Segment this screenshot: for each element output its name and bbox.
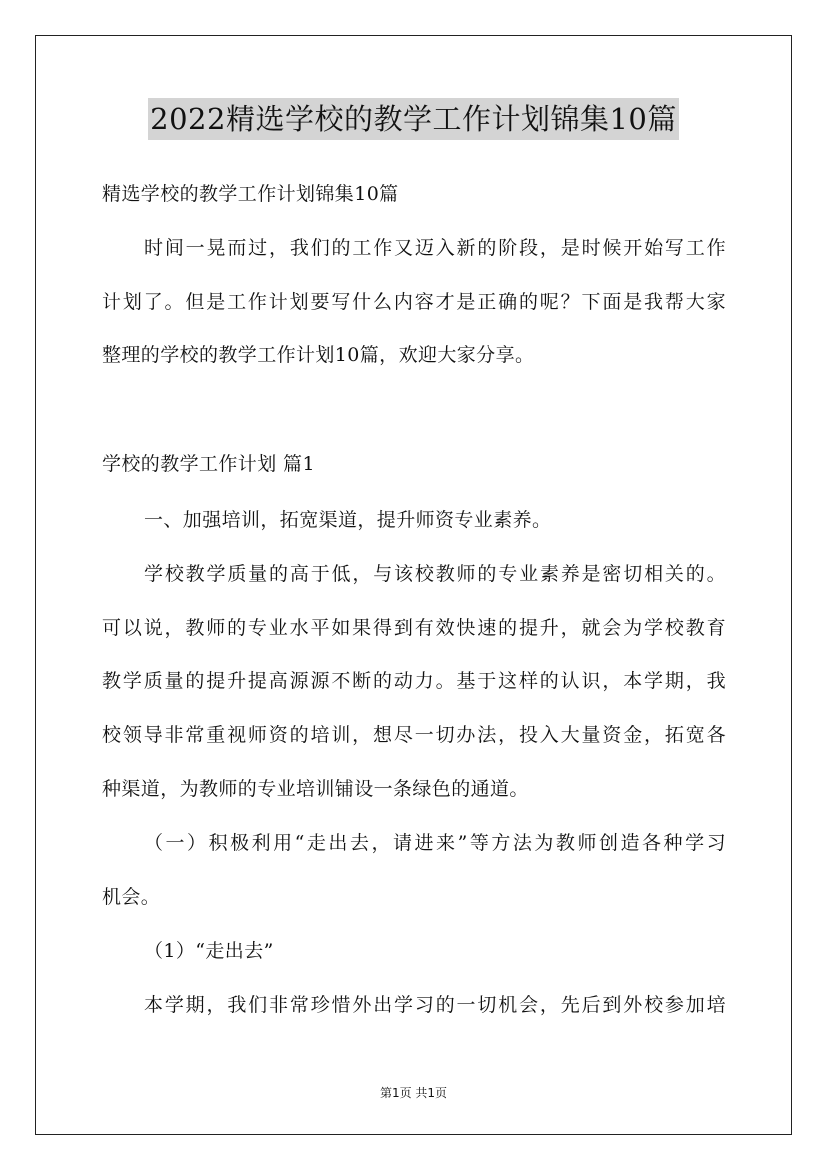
paragraph-line-2: 可以说，教师的专业水平如果得到有效快速的提升，就会为学校教育 — [102, 617, 726, 639]
point-heading: 一、加强培训，拓宽渠道，提升师资专业素养。 — [144, 509, 552, 531]
item-heading: （1）“走出去” — [144, 940, 274, 962]
sub-point-line-1: （一）积极利用“走出去，请进来”等方法为教师创造各种学习 — [144, 832, 726, 854]
paragraph-line-5: 种渠道，为教师的专业培训铺设一条绿色的通道。 — [102, 778, 529, 800]
last-line: 本学期，我们非常珍惜外出学习的一切机会，先后到外校参加培 — [144, 994, 726, 1016]
paragraph-line-1: 学校教学质量的高于低，与该校教师的专业素养是密切相关的。 — [144, 563, 726, 585]
section-heading: 学校的教学工作计划 篇1 — [102, 453, 315, 475]
intro-line-1: 时间一晃而过，我们的工作又迈入新的阶段，是时候开始写工作 — [144, 237, 726, 259]
document-title: 2022精选学校的教学工作计划锦集10篇 — [148, 98, 679, 140]
paragraph-line-4: 校领导非常重视师资的培训，想尽一切办法，投入大量资金，拓宽各 — [102, 724, 726, 746]
title-container — [0, 98, 827, 140]
document-subtitle: 精选学校的教学工作计划锦集10篇 — [102, 183, 399, 205]
paragraph-line-3: 教学质量的提升提高源源不断的动力。基于这样的认识，本学期，我 — [102, 670, 726, 692]
intro-line-2: 计划了。但是工作计划要写什么内容才是正确的呢？下面是我帮大家 — [102, 291, 726, 313]
intro-line-3: 整理的学校的教学工作计划10篇，欢迎大家分享。 — [102, 344, 535, 366]
sub-point-line-2: 机会。 — [102, 886, 161, 908]
page-footer: 第1页 共1页 — [379, 1086, 448, 1100]
